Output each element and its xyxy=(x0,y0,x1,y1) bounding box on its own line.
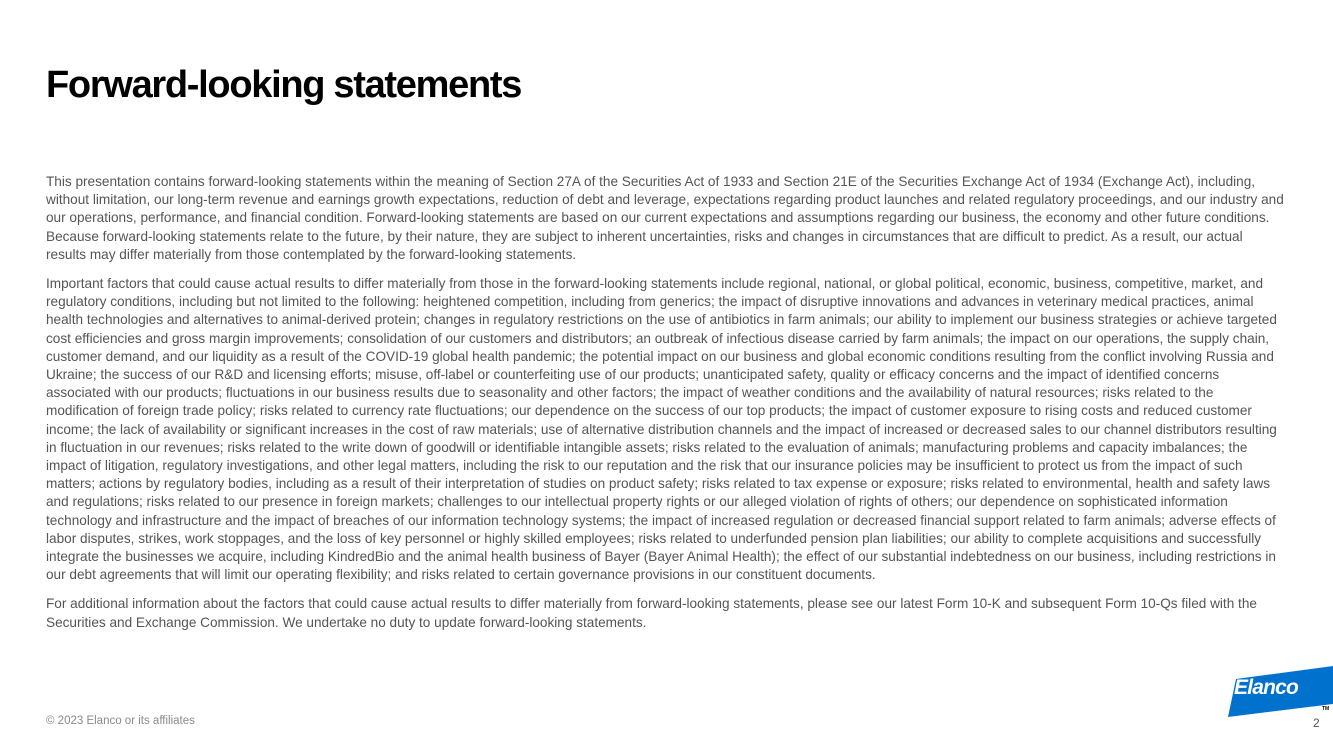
body-text xyxy=(46,173,1284,643)
paragraph-additional-info: For additional information about the factors that could cause actual results to differ materially from forward-looking statements, please see our latest Form 10-K and subsequent Form 10-Qs filed with the Securities and Exchange Commission. We undertake no duty to update forward-looking statements. xyxy=(46,596,1257,630)
footer-copyright: © 2023 Elanco or its affiliates xyxy=(46,715,195,727)
paragraph-intro: This presentation contains forward-looking statements within the meaning of Section 27A of the Securities Act of 1933 and Section 21E of the Securities Exchange Act of 1934 (Exchange Act), including, without limitation, our long-term revenue and earnings growth expectations, reduction of debt and leverage, expectations regarding product launches and related regulatory proceedings, and our industry and our operations, performance, and financial condition. Forward-looking statements are based on our current expectations and assumptions regarding our business, the economy and other future conditions. Because forward-looking statements relate to the future, by their nature, they are subject to inherent uncertainties, risks and changes in circumstances that are difficult to predict. As a result, our actual results may differ materially from those contemplated by the forward-looking statements. xyxy=(46,174,1284,262)
logo-trademark: TM xyxy=(1322,706,1330,712)
elanco-logo xyxy=(1226,664,1333,718)
slide-title: Forward-looking statements xyxy=(46,64,522,106)
logo-wordmark: Elanco xyxy=(1234,676,1299,699)
page-number: 2 xyxy=(1313,716,1320,730)
paragraph-risk-factors: Important factors that could cause actual results to differ materially from those in the forward-looking statements include regional, national, or global political, economic, business, competitive, market, and regulatory conditions, including but not limited to the following: heightened competition, including from generics; the impact of disruptive innovations and advances in veterinary medical practices, animal health technologies and alternatives to animal-derived protein; changes in regulatory restrictions on the use of antibiotics in farm animals; our ability to implement our business strategies or achieve targeted cost efficiencies and gross margin improvements; consolidation of our customers and distributors; an outbreak of infectious disease carried by farm animals; the impact on our operations, the supply chain, customer demand, and our liquidity as a result of the COVID-19 global health pandemic; the potential impact on our business and global economic conditions resulting from the conflict involving Russia and Ukraine; the success of our R&D and licensing efforts; misuse, off-label or counterfeiting use of our products; unanticipated safety, quality or efficacy concerns and the impact of identified concerns associated with our products; fluctuations in our business results due to seasonality and other factors; the impact of weather conditions and the availability of natural resources; risks related to the modification of foreign trade policy; risks related to currency rate fluctuations; our dependence on the success of our top products; the impact of customer exposure to rising costs and reduced customer income; the lack of availability or significant increases in the cost of raw materials; use of alternative distribution channels and the impact of increased or decreased sales to our channel distributors resulting in fluctuation in our revenues; risks related to the write down of goodwill or identifiable intangible assets; risks related to the evaluation of animals; manufacturing problems and capacity imbalances; the impact of litigation, regulatory investigations, and other legal matters, including the risk to our reputation and the risk that our insurance policies may be insufficient to protect us from the impact of such matters; actions by regulatory bodies, including as a result of their interpretation of studies on product safety; risks related to tax expense or exposure; risks related to environmental, health and safety laws and regulations; risks related to our presence in foreign markets; challenges to our intellectual property rights or our alleged violation of rights of others; our dependence on sophisticated information technology and infrastructure and the impact of breaches of our information technology systems; the impact of increased regulation or decreased financial support related to farm animals; adverse effects of labor disputes, strikes, work stoppages, and the loss of key personnel or highly skilled employees; risks related to underfunded pension plan liabilities; our ability to complete acquisitions and successfully integrate the businesses we acquire, including KindredBio and the animal health business of Bayer (Bayer Animal Health); the effect of our substantial indebtedness on our business, including restrictions in our debt agreements that will limit our operating flexibility; and risks related to certain governance provisions in our constituent documents. xyxy=(46,276,1277,583)
